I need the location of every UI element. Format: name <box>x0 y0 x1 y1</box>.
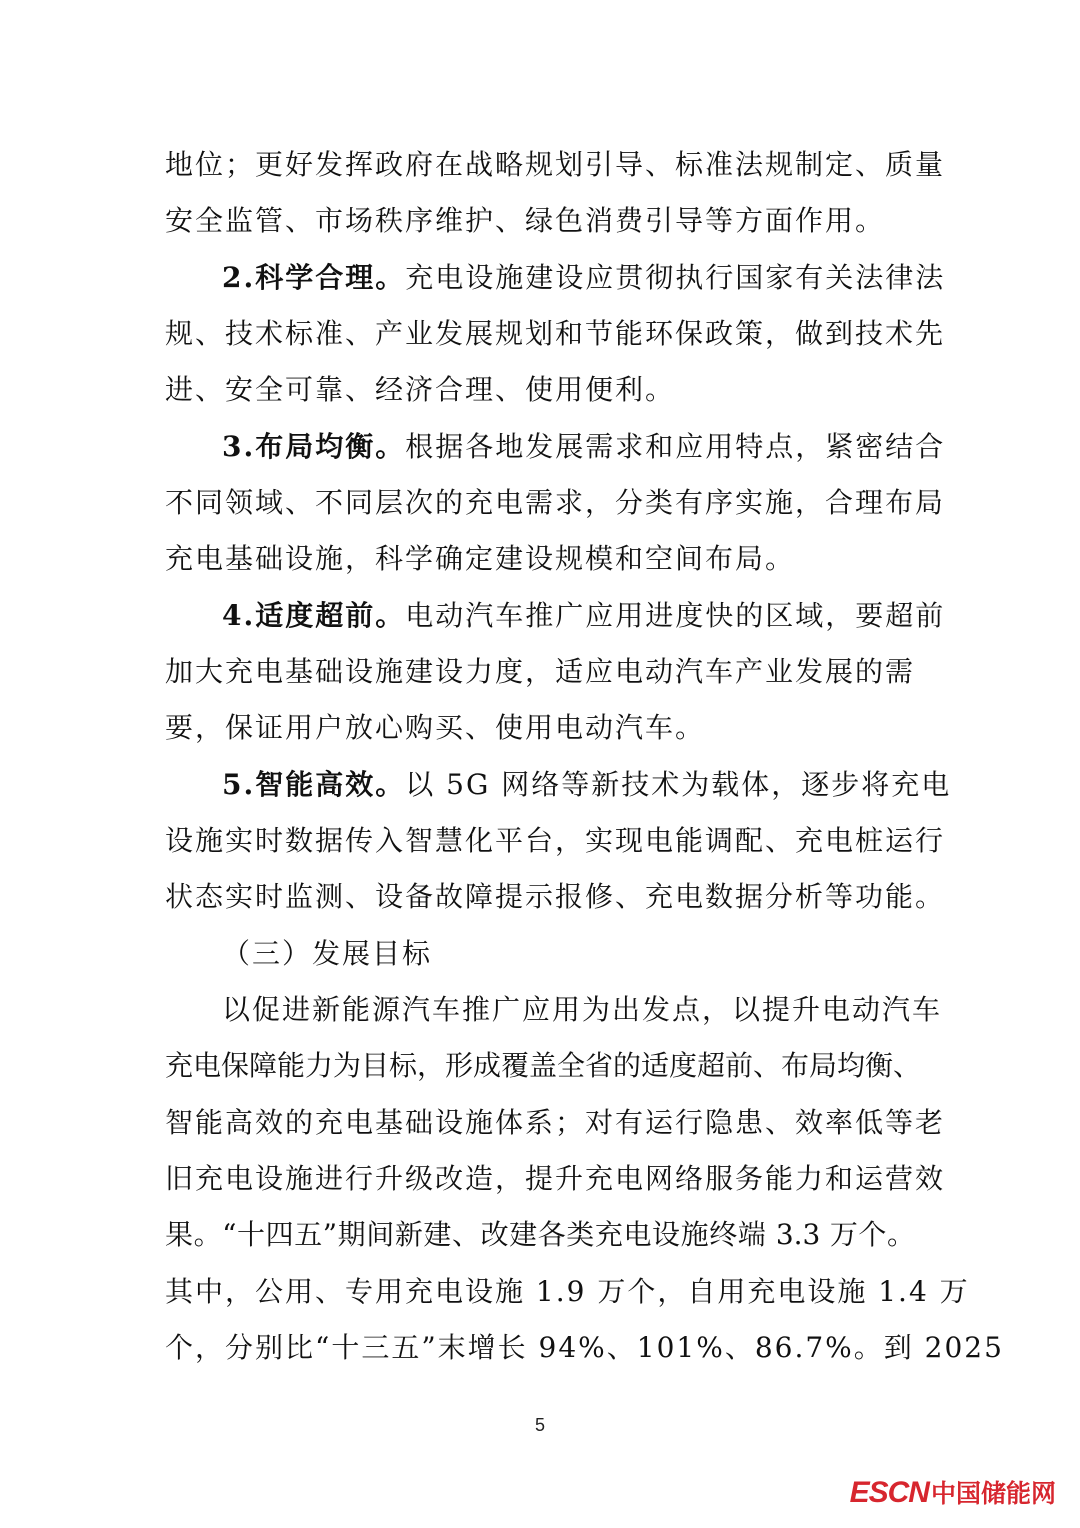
principle-scientific <box>222 258 946 298</box>
text-line: 智能高效的充电基础设施体系；对有运行隐患、效率低等老 <box>165 1106 946 1139</box>
principle-advance <box>222 596 946 636</box>
text-line: 果。“十四五”期间新建、改建各类充电设施终端 3.3 万个。 <box>165 1218 915 1251</box>
text-line: 充电保障能力为目标，形成覆盖全省的适度超前、布局均衡、 <box>165 1049 922 1082</box>
escn-watermark-logo <box>850 1474 1056 1514</box>
principle-title: 4.适度超前。 <box>222 599 406 632</box>
watermark-latin: ESCN <box>849 1476 929 1509</box>
principle-text: 充电设施建设应贯彻执行国家有关法律法 <box>405 261 946 294</box>
page-number: 5 <box>534 1415 545 1435</box>
text-line: 安全监管、市场秩序维护、绿色消费引导等方面作用。 <box>165 204 886 237</box>
principle-text: 以 5G 网络等新技术为载体，逐步将充电 <box>405 768 952 801</box>
text-line: 不同领域、不同层次的充电需求，分类有序实施，合理布局 <box>165 486 946 519</box>
text-line: 状态实时监测、设备故障提示报修、充电数据分析等功能。 <box>165 880 946 913</box>
principle-balanced <box>222 427 946 467</box>
principle-title: 3.布局均衡。 <box>222 430 406 463</box>
text-line: 地位；更好发挥政府在战略规划引导、标准法规制定、质量 <box>165 148 946 181</box>
text-line: 其中，公用、专用充电设施 1.9 万个，自用充电设施 1.4 万 <box>165 1275 970 1308</box>
watermark-chinese: 中国储能网 <box>930 1480 1056 1508</box>
principle-title: 5.智能高效。 <box>222 768 406 801</box>
text-line: 进、安全可靠、经济合理、使用便利。 <box>165 373 676 406</box>
text-line: 要，保证用户放心购买、使用电动汽车。 <box>165 711 706 744</box>
text-line: 规、技术标准、产业发展规划和节能环保政策，做到技术先 <box>165 317 946 350</box>
principle-text: 电动汽车推广应用进度快的区域，要超前 <box>405 599 946 632</box>
principle-smart <box>222 765 952 805</box>
principle-text: 根据各地发展需求和应用特点，紧密结合 <box>405 430 946 463</box>
section-heading: （三）发展目标 <box>222 937 433 970</box>
text-line: 加大充电基础设施建设力度，适应电动汽车产业发展的需 <box>165 655 916 688</box>
text-line: 旧充电设施进行升级改造，提升充电网络服务能力和运营效 <box>165 1162 946 1195</box>
text-line: 设施实时数据传入智慧化平台，实现电能调配、充电桩运行 <box>165 824 946 857</box>
text-line: 个，分别比“十三五”末增长 94%、101%、86.7%。到 2025 <box>165 1331 1004 1364</box>
principle-title: 2.科学合理。 <box>222 261 406 294</box>
text-line: 以促进新能源汽车推广应用为出发点，以提升电动汽车 <box>222 993 943 1026</box>
text-line: 充电基础设施，科学确定建设规模和空间布局。 <box>165 542 796 575</box>
